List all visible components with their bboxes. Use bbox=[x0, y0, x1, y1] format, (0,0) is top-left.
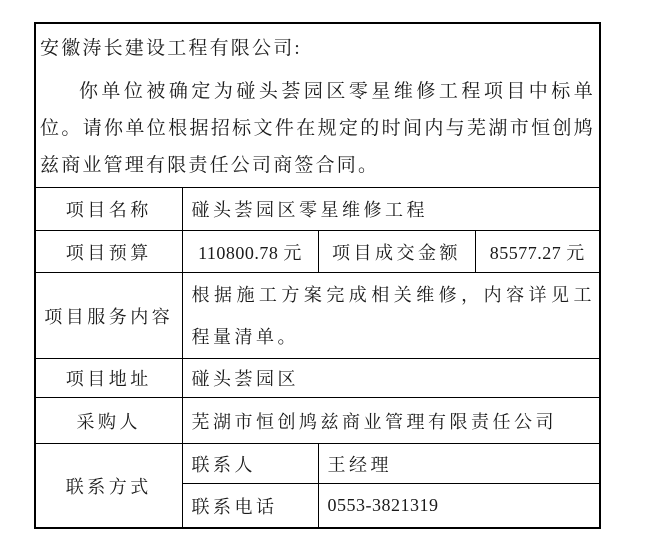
contact-person-value: 王经理 bbox=[318, 444, 599, 484]
service-content-value: 根据施工方案完成相关维修，内容详见工程量清单。 bbox=[182, 273, 599, 359]
row-project-name bbox=[36, 188, 599, 231]
contact-method-label: 联系方式 bbox=[36, 444, 182, 528]
row-service-content bbox=[36, 273, 599, 359]
row-budget bbox=[36, 231, 599, 273]
contact-person-label: 联系人 bbox=[182, 444, 318, 484]
award-notification-document bbox=[34, 22, 601, 529]
project-address-value: 碰头荟园区 bbox=[182, 359, 599, 398]
purchaser-label: 采购人 bbox=[36, 398, 182, 444]
service-content-label: 项目服务内容 bbox=[36, 273, 182, 359]
row-purchaser bbox=[36, 398, 599, 444]
project-name-label: 项目名称 bbox=[36, 188, 182, 231]
row-contact-person bbox=[36, 444, 599, 484]
project-info-table bbox=[36, 187, 599, 527]
project-address-label: 项目地址 bbox=[36, 359, 182, 398]
budget-value: 110800.78 元 bbox=[182, 231, 318, 273]
deal-amount-label: 项目成交金额 bbox=[318, 231, 475, 273]
deal-amount-value: 85577.27 元 bbox=[475, 231, 599, 273]
purchaser-value: 芜湖市恒创鸠兹商业管理有限责任公司 bbox=[182, 398, 599, 444]
contact-phone-label: 联系电话 bbox=[182, 484, 318, 528]
recipient-company: 安徽涛长建设工程有限公司: bbox=[40, 38, 302, 59]
letter-text-area bbox=[36, 24, 599, 187]
budget-label: 项目预算 bbox=[36, 231, 182, 273]
row-project-address bbox=[36, 359, 599, 398]
project-name-value: 碰头荟园区零星维修工程 bbox=[182, 188, 599, 231]
notification-body: 你单位被确定为碰头荟园区零星维修工程项目中标单位。请你单位根据招标文件在规定的时间内与芜湖市恒创鸠兹商业管理有限责任公司商签合同。 bbox=[40, 81, 595, 176]
contact-phone-value: 0553-3821319 bbox=[318, 484, 599, 528]
